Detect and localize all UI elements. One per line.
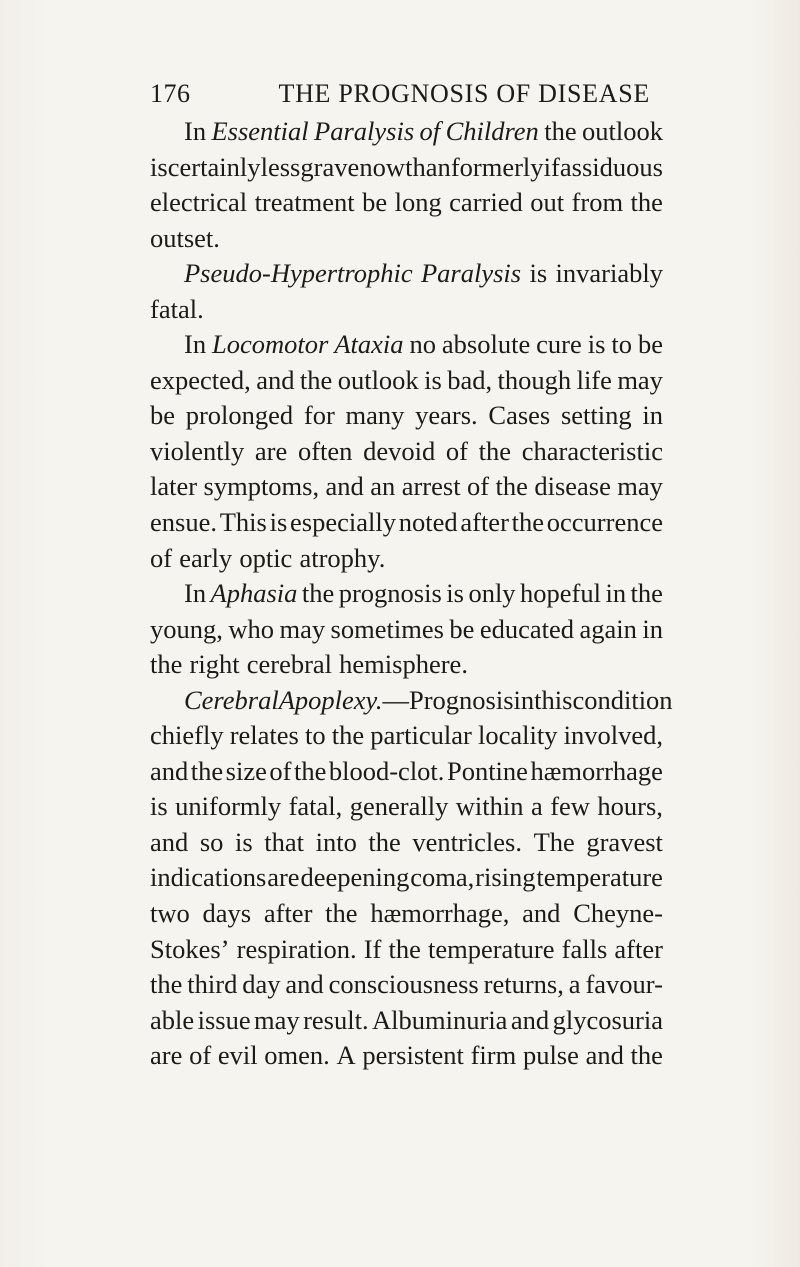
page-title: THE PROGNOSIS OF DISEASE (278, 79, 650, 108)
word: coma, (410, 862, 475, 893)
word: Children (445, 116, 539, 146)
word: after (460, 507, 509, 538)
word: are (254, 435, 288, 466)
word: the (544, 116, 577, 146)
word: few (550, 791, 590, 822)
word: occurrence (546, 507, 663, 538)
word: absolute (441, 329, 531, 360)
word: temperature (427, 933, 555, 964)
word: condition (572, 684, 673, 715)
word: cure (536, 329, 582, 360)
word: often (297, 435, 353, 466)
word: result. (303, 1004, 369, 1035)
word: and (510, 1004, 550, 1035)
word: and (285, 969, 324, 1000)
word: issue (197, 1004, 251, 1035)
word: the (478, 435, 512, 466)
word: day (242, 969, 281, 1000)
word: of (419, 116, 441, 146)
text-line (150, 683, 673, 719)
word: is (424, 364, 442, 395)
word: firm (470, 1040, 517, 1071)
word: be (150, 400, 176, 431)
word: of (150, 542, 173, 573)
word: educated (479, 613, 575, 644)
word: Apoplexy.—Prognosis (278, 684, 514, 715)
word: bad, (447, 364, 493, 395)
running-head (150, 76, 662, 112)
word: be (449, 613, 475, 644)
word: violently (150, 435, 245, 466)
word: devoid (363, 435, 436, 466)
text-line (150, 150, 663, 186)
text-line (150, 860, 663, 896)
word: and (522, 898, 561, 929)
word: the (301, 578, 335, 609)
word: an (370, 471, 396, 502)
word: invariably (555, 258, 663, 289)
word: symptoms, (203, 471, 320, 502)
word: noted (398, 507, 458, 538)
word: to (611, 329, 632, 360)
word: consciousness (328, 969, 479, 1000)
word: locality (477, 720, 558, 751)
word: may (617, 364, 663, 395)
word: disease (534, 471, 611, 502)
word: involved, (563, 720, 663, 751)
word: expected, (150, 364, 251, 395)
word: now (359, 151, 406, 182)
word: ventricles. (412, 826, 522, 857)
word: electrical (150, 187, 248, 218)
word: favour- (585, 969, 663, 1000)
word: prognosis (338, 578, 442, 609)
text-line (150, 363, 663, 399)
word: two (150, 898, 190, 929)
word: than (405, 151, 451, 182)
word: right (189, 649, 240, 680)
word: the (190, 755, 224, 786)
text-line (150, 718, 663, 754)
word: later (150, 471, 198, 502)
word: long (394, 187, 442, 218)
word: Ataxia (334, 329, 404, 360)
word: hæmorrhage (530, 755, 663, 786)
word: persistent (362, 1040, 464, 1071)
word: treatment (254, 187, 355, 218)
word: hemisphere. (339, 649, 468, 680)
word: the (511, 507, 545, 538)
word: be (637, 329, 663, 360)
word: hours, (597, 791, 663, 822)
word: certainly (167, 151, 261, 182)
word: Stokes’ (150, 933, 230, 964)
word: Cases (488, 400, 551, 431)
word: is (235, 826, 253, 857)
word: This (219, 507, 267, 538)
word: Essential (211, 116, 309, 146)
word: and (150, 826, 189, 857)
word: pulse (522, 1040, 579, 1071)
word: assiduous (559, 151, 663, 182)
word: chiefly (150, 720, 224, 751)
word: temperature (536, 862, 663, 893)
word: hæmorrhage, (370, 898, 510, 929)
word: particular (370, 720, 472, 751)
word: formerly (450, 151, 544, 182)
word: and (150, 755, 189, 786)
word: sometimes (330, 613, 444, 644)
text-line (150, 398, 663, 434)
word: hopeful (520, 578, 601, 609)
word: generally (349, 791, 449, 822)
text-line (150, 1038, 663, 1074)
word: fatal, (288, 791, 343, 822)
word: The (533, 826, 575, 857)
word: and (585, 1040, 624, 1071)
text-line (150, 1003, 663, 1039)
word: Cheyne- (573, 898, 663, 929)
text-line (150, 612, 663, 648)
word: omen. (264, 1040, 330, 1071)
word: a (568, 969, 581, 1000)
word: cerebral (246, 649, 333, 680)
word: in (642, 613, 663, 644)
word: and (256, 364, 295, 395)
text-line (150, 185, 663, 221)
word: respiration. (236, 933, 357, 964)
word: grave (300, 151, 360, 182)
word: years. (415, 400, 478, 431)
text-line (150, 434, 663, 470)
word: arrest (401, 471, 461, 502)
word: Pontine (446, 755, 528, 786)
word: returns, (483, 969, 564, 1000)
text-line (150, 469, 663, 505)
word: Paralysis (314, 116, 415, 146)
word: In (184, 329, 207, 360)
word: glycosuria (552, 1004, 663, 1035)
word: third (187, 969, 238, 1000)
word: outlook (337, 364, 419, 395)
word: uniformly (175, 791, 282, 822)
word: size (225, 755, 267, 786)
word: though (497, 364, 572, 395)
word: prolonged (185, 400, 294, 431)
text-line (150, 327, 663, 363)
word: is (587, 329, 606, 360)
word: out (530, 187, 565, 218)
word: life (576, 364, 612, 395)
text-line (150, 541, 663, 577)
page-number: 176 (150, 79, 191, 108)
word: is (269, 507, 288, 538)
text-line (150, 221, 663, 257)
word: the (630, 578, 663, 609)
word: within (455, 791, 524, 822)
word: no (409, 329, 436, 360)
body-text (150, 114, 673, 1074)
word: the (150, 969, 183, 1000)
word: the (388, 933, 421, 964)
word: deepening (300, 862, 410, 893)
word: may (254, 1004, 300, 1035)
word: blood-clot. (328, 755, 445, 786)
word: from (571, 187, 624, 218)
word: a (530, 791, 543, 822)
word: for (303, 400, 335, 431)
word: is (529, 258, 548, 289)
word: In (184, 578, 207, 609)
word: If (363, 933, 382, 964)
text-line (150, 576, 663, 612)
word: to (305, 720, 326, 751)
word: may (617, 471, 663, 502)
word: many (345, 400, 405, 431)
text-line (150, 505, 663, 541)
word: of (189, 1040, 212, 1071)
word: so (199, 826, 224, 857)
word: indications (150, 862, 267, 893)
word: in (642, 400, 663, 431)
text-line (150, 754, 663, 790)
word: evil (217, 1040, 258, 1071)
word: is (150, 791, 168, 822)
word: Cerebral (184, 684, 279, 715)
word: may (279, 613, 326, 644)
word: early (179, 542, 233, 573)
text-line (150, 114, 663, 150)
word: of (467, 471, 490, 502)
word: the (630, 1040, 663, 1071)
text-line (150, 647, 663, 683)
word: of (445, 435, 468, 466)
text-line (150, 825, 663, 861)
word: relates (229, 720, 299, 751)
text-line (150, 789, 663, 825)
word: the (325, 898, 358, 929)
word: if (543, 151, 560, 182)
word: of (269, 755, 292, 786)
text-line (150, 292, 663, 328)
word: this (534, 684, 573, 715)
word: In (184, 116, 207, 146)
word: Pseudo-Hypertrophic (184, 258, 413, 289)
word: are (267, 862, 300, 893)
word: carried (449, 187, 523, 218)
word: setting (560, 400, 632, 431)
word: outlook (581, 116, 663, 146)
text-line (150, 256, 663, 292)
word: the (150, 649, 183, 680)
word: after (614, 933, 663, 964)
word: rising (475, 862, 536, 893)
word: that (264, 826, 305, 857)
word: is (446, 578, 464, 609)
word: the (331, 720, 365, 751)
word: the (299, 364, 333, 395)
word: the (293, 755, 327, 786)
text-line (150, 896, 663, 932)
word: gravest (586, 826, 663, 857)
word: and (325, 471, 364, 502)
word: less (260, 151, 301, 182)
word: who (228, 613, 274, 644)
word: especially (290, 507, 396, 538)
word: in (513, 684, 535, 715)
text-line (150, 932, 663, 968)
word: ensue. (150, 507, 217, 538)
word: into (315, 826, 357, 857)
word: able (150, 1004, 195, 1035)
word: characteristic (521, 435, 663, 466)
word: atrophy. (299, 542, 386, 573)
word: Aphasia (210, 578, 298, 609)
word: the (630, 187, 663, 218)
word: after (263, 898, 313, 929)
word: days (202, 898, 252, 929)
word: outset. (150, 222, 220, 253)
word: be (362, 187, 388, 218)
word: in (605, 578, 627, 609)
word: the (368, 826, 401, 857)
word: young, (150, 613, 223, 644)
word: is (150, 151, 168, 182)
word: optic (239, 542, 293, 573)
word: only (468, 578, 516, 609)
word: the (495, 471, 528, 502)
text-line (150, 967, 663, 1003)
word: fatal. (150, 293, 204, 324)
word: Albuminuria (372, 1004, 508, 1035)
word: Locomotor (212, 329, 329, 360)
word: A (336, 1040, 356, 1071)
word: are (150, 1040, 183, 1071)
word: Paralysis (421, 258, 522, 289)
word: again (579, 613, 637, 644)
word: falls (561, 933, 608, 964)
